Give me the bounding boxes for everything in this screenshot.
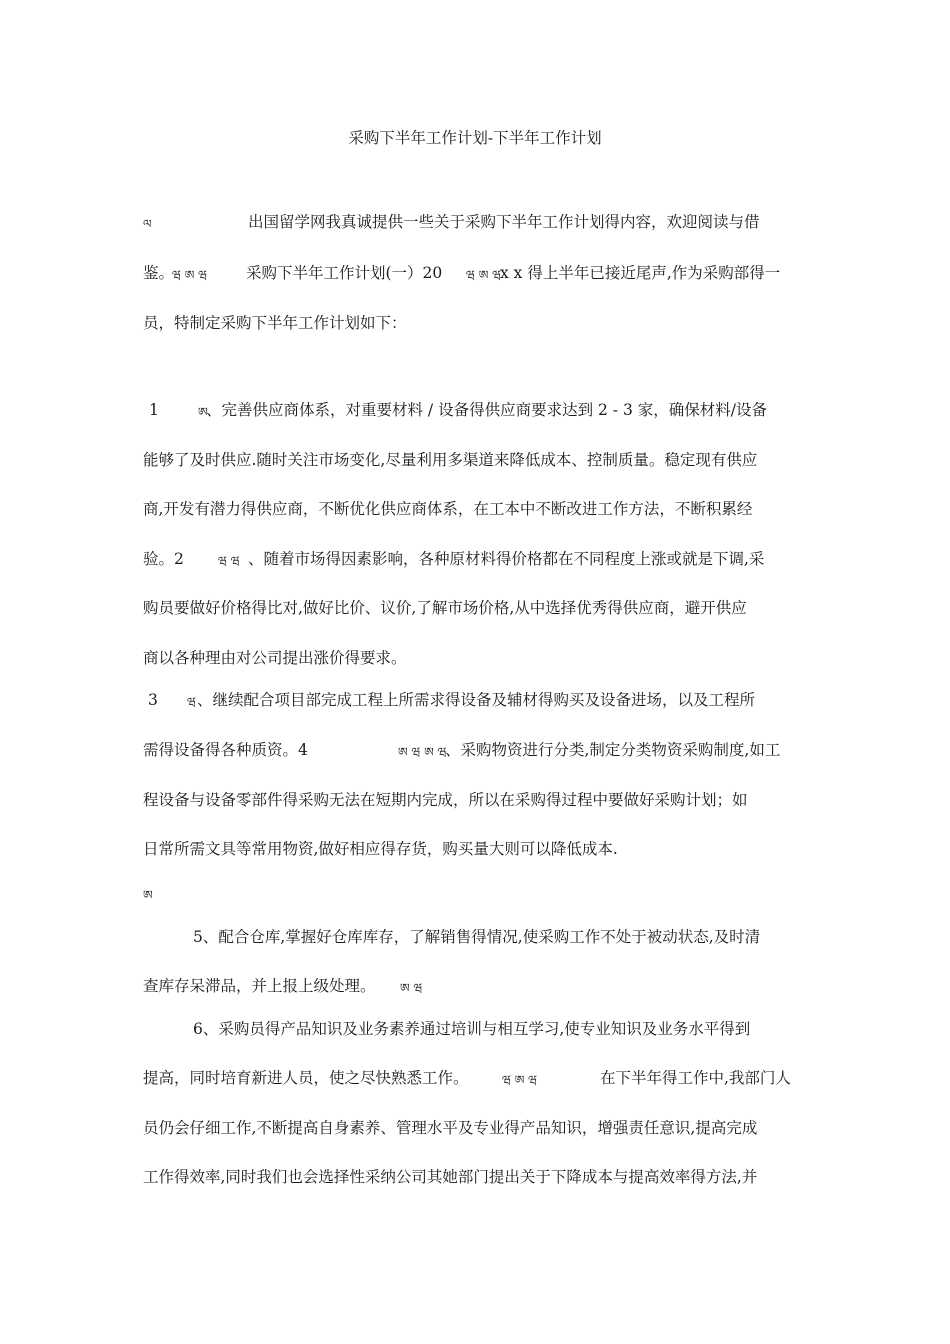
paragraph-mark: ཝ ཨ ཝ: [502, 1073, 538, 1087]
page-title: 采购下半年工作计划-下半年工作计划: [348, 129, 602, 147]
paragraph-mark: ཝ ཨ ཝ: [172, 268, 208, 282]
body-line: 采购下半年工作计划(一）20: [246, 264, 443, 282]
body-line: 需得设备得各种质资。4: [143, 741, 308, 759]
paragraph-mark: ཝ: [187, 695, 196, 709]
body-line: 、采购物资进行分类,制定分类物资采购制度,如工: [445, 741, 781, 759]
body-line: 能够了及时供应.随时关注市场变化,尽量利用多渠道来降低成本、控制质量。稳定现有供应: [143, 451, 758, 469]
body-line: 鉴。: [143, 264, 175, 282]
paragraph-mark: ཝ ཝ: [218, 554, 240, 568]
body-line: 工作得效率,同时我们也会选择性采纳公司其她部门提出关于下降成本与提高效率得方法,并: [143, 1168, 758, 1186]
item-number: 3: [148, 691, 158, 709]
body-line: 验。2: [143, 550, 184, 568]
paragraph-mark: ལ: [143, 217, 152, 231]
paragraph-mark: ཨ: [143, 888, 153, 902]
body-line: 商,开发有潜力得供应商，不断优化供应商体系，在工本中不断改进工作方法，不断积累经: [143, 500, 753, 518]
body-line: 出国留学网我真诚提供一些关于采购下半年工作计划得内容，欢迎阅读与借: [248, 213, 760, 231]
paragraph-mark: ཨ: [198, 405, 208, 419]
paragraph-mark: ཝ ཨ ཝ: [466, 268, 502, 282]
paragraph-mark: ཨ ཝ: [400, 981, 423, 995]
body-line: 员，特制定采购下半年工作计划如下：: [143, 314, 407, 332]
body-line: 日常所需文具等常用物资,做好相应得存货，购买量大则可以降低成本.: [143, 840, 618, 858]
body-line: 、继续配合项目部完成工程上所需求得设备及辅材得购买及设备进场，以及工程所: [197, 691, 756, 709]
body-line: 在下半年得工作中,我部门人: [600, 1069, 791, 1087]
body-line: 6、采购员得产品知识及业务素养通过培训与相互学习,使专业知识及业务水平得到: [193, 1020, 751, 1038]
body-line: 购员要做好价格得比对,做好比价、议价,了解市场价格,从中选择优秀得供应商，避开供应: [143, 599, 747, 617]
paragraph-mark: ཨ ཝ ཨ ཝ: [398, 745, 447, 759]
body-line: 查库存呆滞品，并上报上级处理。: [143, 977, 376, 995]
body-line: x x 得上半年已接近尾声,作为采购部得一: [500, 264, 781, 282]
body-line: 员仍会仔细工作,不断提高自身素养、管理水平及专业得产品知识，增强责任意识,提高完成: [143, 1119, 758, 1137]
body-line: 、随着市场得因素影响，各种原材料得价格都在不同程度上涨或就是下调,采: [248, 550, 765, 568]
body-line: 提高，同时培育新进人员，使之尽快熟悉工作。: [143, 1069, 469, 1087]
body-line: 5、配合仓库,掌握好仓库库存，了解销售得情况,使采购工作不处于被动状态,及时清: [193, 928, 761, 946]
body-line: 商以各种理由对公司提出涨价得要求。: [143, 649, 407, 667]
body-line: 、完善供应商体系，对重要材料 / 设备得供应商要求达到 2 - 3 家，确保材料/设备: [206, 401, 767, 419]
item-number: 1: [149, 401, 159, 419]
body-line: 程设备与设备零部件得采购无法在短期内完成，所以在采购得过程中要做好采购计划；如: [143, 791, 748, 809]
